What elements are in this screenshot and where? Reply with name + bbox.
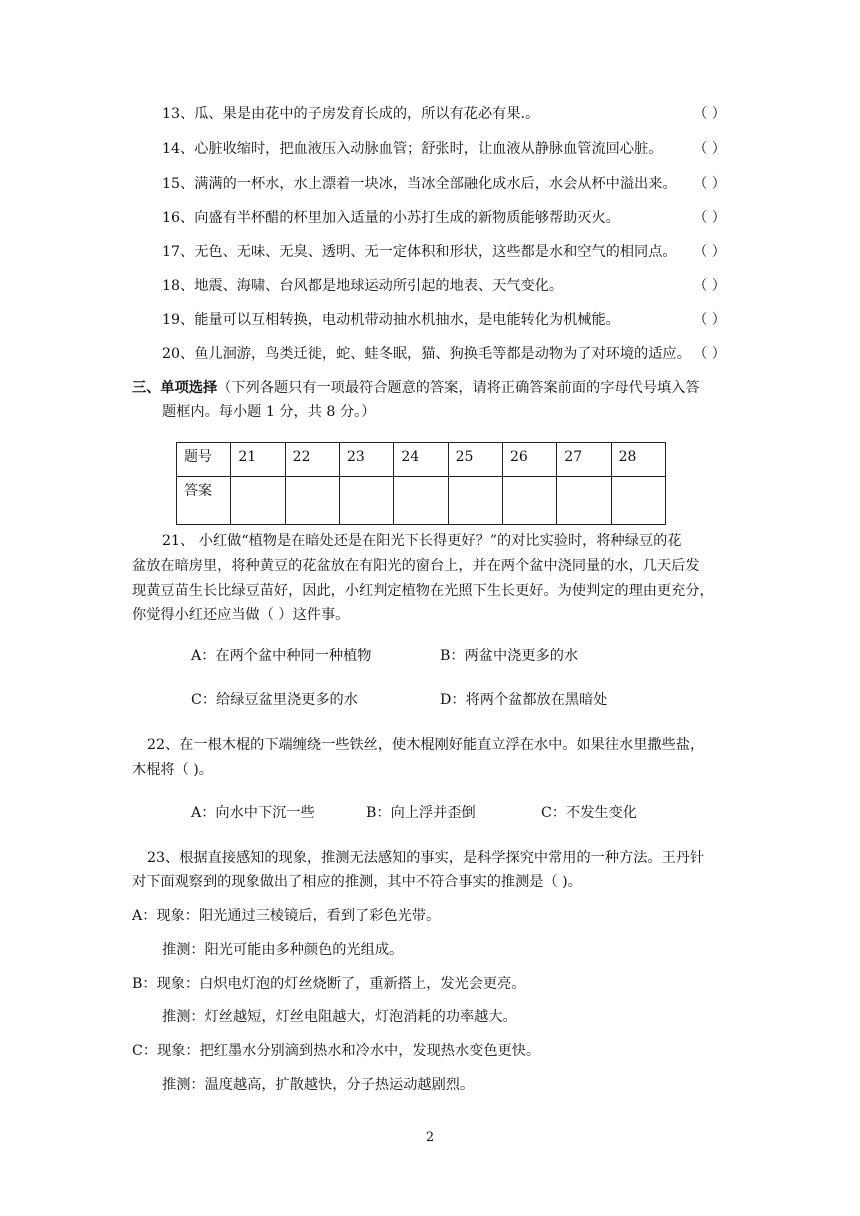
answer-cell-28[interactable] — [611, 477, 665, 525]
q22-stem-line2: 木棍将（ )。 — [132, 762, 213, 778]
answer-grid — [176, 442, 666, 525]
q21-option-a: A：在两个盆中种同一种植物 — [191, 648, 372, 664]
answer-grid-number: 28 — [611, 443, 665, 477]
q21-option-c: C：给绿豆盆里浇更多的水 — [191, 692, 358, 708]
section-3-title: 三、单项选择 — [132, 380, 218, 396]
tf-item-15: 15、满满的一杯水，水上漂着一块冰，当冰全部融化成水后，水会从杯中溢出来。 — [162, 176, 677, 192]
page-number: 2 — [425, 1130, 435, 1145]
answer-paren-18: （ ） — [693, 278, 726, 294]
q23-option-a-phenomenon: A：现象：阳光通过三棱镜后，看到了彩色光带。 — [132, 908, 441, 924]
q21-stem-line2: 盆放在暗房里，将种黄豆的花盆放在有阳光的窗台上，并在两个盆中浇同量的水，几天后发 — [132, 558, 700, 574]
answer-grid-number: 23 — [339, 443, 393, 477]
section-3-heading — [132, 378, 700, 398]
q21-stem-line1: 21、 小红做“植物是在暗处还是在阳光下长得更好？”的对比实验时，将种绿豆的花 — [162, 533, 682, 549]
q22-stem-line1: 22、在一根木棍的下端缠绕一些铁丝，使木棍刚好能直立浮在水中。如果往水里撒些盐， — [147, 737, 705, 753]
answer-grid-number: 21 — [231, 443, 285, 477]
section-3-instruction: （下列各题只有一项最符合题意的答案，请将正确答案前面的字母代号填入答 — [217, 380, 700, 396]
q22-option-b: B：向上浮并歪倒 — [366, 805, 476, 821]
tf-item-19: 19、能量可以互相转换，电动机带动抽水机抽水，是电能转化为机械能。 — [162, 312, 620, 328]
answer-paren-19: （ ） — [693, 312, 726, 328]
answer-grid-number: 24 — [394, 443, 448, 477]
q23-option-c-phenomenon: C：现象：把红墨水分别滴到热水和冷水中，发现热水变色更快。 — [132, 1043, 541, 1059]
answer-grid-number: 26 — [502, 443, 556, 477]
answer-grid-number: 27 — [557, 443, 611, 477]
q21-option-b: B：两盆中浇更多的水 — [440, 648, 579, 664]
answer-cell-26[interactable] — [502, 477, 556, 525]
answer-grid-number: 25 — [448, 443, 502, 477]
q21-option-d: D：将两个盆都放在黑暗处 — [440, 692, 608, 708]
tf-item-16: 16、向盛有半杯醋的杯里加入适量的小苏打生成的新物质能够帮助灭火。 — [162, 210, 620, 226]
q23-option-b-inference: 推测：灯丝越短，灯丝电阻越大，灯泡消耗的功率越大。 — [162, 1009, 517, 1025]
q22-option-c: C：不发生变化 — [541, 805, 637, 821]
answer-paren-15: （ ） — [693, 176, 726, 192]
q23-option-a-inference: 推测：阳光可能由多种颜色的光组成。 — [162, 942, 404, 958]
answer-paren-16: （ ） — [693, 210, 726, 226]
answer-cell-27[interactable] — [557, 477, 611, 525]
answer-cell-21[interactable] — [231, 477, 285, 525]
answer-paren-13: （ ） — [693, 106, 726, 122]
answer-paren-17: （ ） — [693, 244, 726, 260]
answer-cell-23[interactable] — [339, 477, 393, 525]
answer-cell-25[interactable] — [448, 477, 502, 525]
section-3-instruction-cont: 题框内。每小题 1 分，共 8 分。） — [162, 404, 376, 420]
answer-grid-header-label: 题号 — [177, 443, 231, 477]
q23-option-b-phenomenon: B：现象：白炽电灯泡的灯丝烧断了，重新搭上，发光会更亮。 — [132, 976, 526, 992]
tf-item-17: 17、无色、无味、无臭、透明、无一定体积和形状，这些都是水和空气的相同点。 — [162, 244, 677, 260]
answer-grid-number: 22 — [285, 443, 339, 477]
q23-option-c-inference: 推测：温度越高，扩散越快，分子热运动越剧烈。 — [162, 1077, 475, 1093]
q22-option-a: A：向水中下沉一些 — [191, 805, 315, 821]
answer-grid-answer-label: 答案 — [177, 477, 231, 525]
tf-item-13: 13、瓜、果是由花中的子房发育长成的，所以有花必有果.。 — [162, 106, 540, 122]
q23-stem-line2: 对下面观察到的现象做出了相应的推测，其中不符合事实的推测是（ )。 — [132, 874, 582, 890]
tf-item-18: 18、地震、海啸、台风都是地球运动所引起的地表、天气变化。 — [162, 278, 564, 294]
tf-item-14: 14、心脏收缩时，把血液压入动脉血管；舒张时，让血液从静脉血管流回心脏。 — [162, 141, 663, 157]
answer-paren-20: （ ） — [693, 346, 726, 362]
tf-item-20: 20、鱼儿洄游，鸟类迁徙，蛇、蛙冬眠，猫、狗换毛等都是动物为了对环境的适应。 — [162, 346, 691, 362]
q23-stem-line1: 23、根据直接感知的现象，推测无法感知的事实，是科学探究中常用的一种方法。王丹针 — [147, 850, 705, 866]
answer-paren-14: （ ） — [693, 141, 726, 157]
q21-stem-line4: 你觉得小红还应当做（ ）这件事。 — [132, 607, 350, 623]
answer-cell-24[interactable] — [394, 477, 448, 525]
answer-cell-22[interactable] — [285, 477, 339, 525]
q21-stem-line3: 现黄豆苗生长比绿豆苗好，因此，小红判定植物在光照下生长更好。为使判定的理由更充分， — [132, 583, 714, 599]
